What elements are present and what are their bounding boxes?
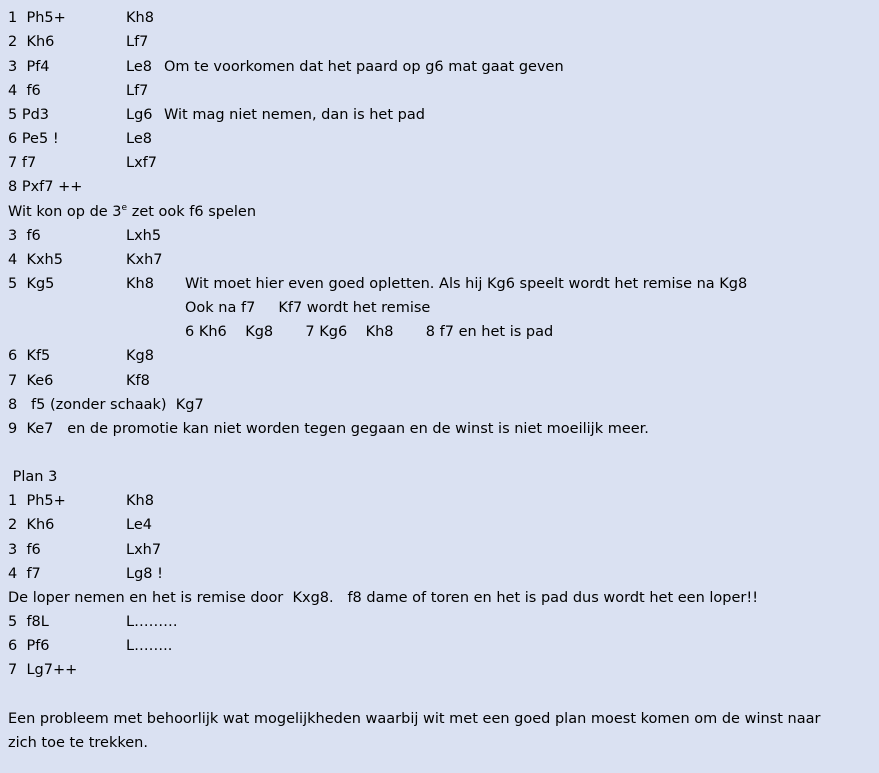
alt-black-4: Kxh7 [126,252,163,268]
plan3-white-5: 5 f8L [8,614,49,630]
move-white-1: 1 Ph5+ [8,10,66,26]
alt-white-3: 3 f6 [8,228,41,244]
move-black-1: Kh8 [126,10,154,26]
plan3-black-5: L……… [126,614,178,630]
move-white-5: 5 Pd3 [8,107,50,123]
alt-note-2: 6 Kh6 Kg8 7 Kg6 Kh8 8 f7 en het is pad [185,324,554,340]
move-comment-3: Om te voorkomen dat het paard op g6 mat gaat geven [164,59,564,75]
alt-white-6: 6 Kf5 [8,348,51,364]
move-black-4: Lf7 [126,83,149,99]
move-white-3: 3 Pf4 [8,59,50,75]
conclusion-line-1: Een probleem met behoorlijk wat mogelijkheden waarbij wit met een goed plan moest komen om de winst naar [8,711,821,727]
plan3-black-1: Kh8 [126,493,154,509]
move-white-7: 7 f7 [8,155,37,171]
move-white-2: 2 Kh6 [8,34,55,50]
alt-black-6: Kg8 [126,348,154,364]
plan3-black-3: Lxh7 [126,542,162,558]
move-black-2: Lf7 [126,34,149,50]
alt-comment-5: Wit moet hier even goed opletten. Als hij Kg6 speelt wordt het remise na Kg8 [185,276,748,292]
move-black-6: Le8 [126,131,152,147]
plan3-black-2: Le4 [126,517,152,533]
move-white-8: 8 Pxf7 ++ [8,179,83,195]
move-white-6: 6 Pe5 ! [8,131,59,147]
plan3-black-6: L…….. [126,638,173,654]
plan3-white-2: 2 Kh6 [8,517,55,533]
move-comment-5: Wit mag niet nemen, dan is het pad [164,107,425,123]
move-black-5: Lg6 [126,107,153,123]
plan3-white-7: 7 Lg7++ [8,662,78,678]
move-white-4: 4 f6 [8,83,41,99]
conclusion-line-2: zich toe te trekken. [8,735,148,751]
alt-line-9: 9 Ke7 en de promotie kan niet worden tegen gegaan en de winst is niet moeilijk meer. [8,421,649,437]
alt-black-7: Kf8 [126,373,150,389]
move-black-3: Le8 [126,59,152,75]
alt-intro: Wit kon op de 3e zet ook f6 spelen [8,203,257,220]
plan3-title: Plan 3 [8,469,58,485]
alt-black-3: Lxh5 [126,228,162,244]
plan3-white-4: 4 f7 [8,566,41,582]
plan3-white-6: 6 Pf6 [8,638,50,654]
plan3-note: De loper nemen en het is remise door Kxg8. f8 dame of toren en het is pad dus wordt het een loper!! [8,590,759,606]
alt-note-1: Ook na f7 Kf7 wordt het remise [185,300,431,316]
plan3-white-3: 3 f6 [8,542,41,558]
plan3-white-1: 1 Ph5+ [8,493,66,509]
move-black-7: Lxf7 [126,155,157,171]
alt-black-5: Kh8 [126,276,154,292]
alt-white-4: 4 Kxh5 [8,252,63,268]
alt-line-8: 8 f5 (zonder schaak) Kg7 [8,397,204,413]
alt-white-7: 7 Ke6 [8,373,54,389]
alt-white-5: 5 Kg5 [8,276,55,292]
plan3-black-4: Lg8 ! [126,566,163,582]
